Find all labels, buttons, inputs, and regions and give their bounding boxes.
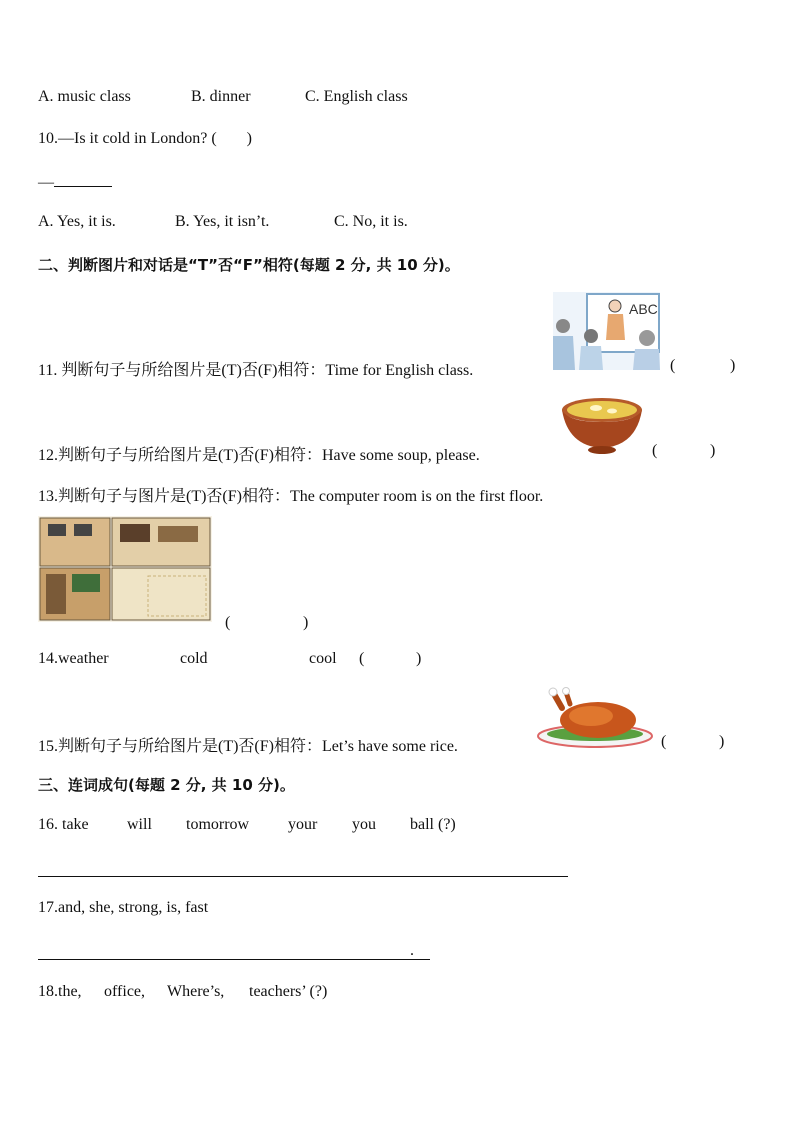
q13-question: 13.判断句子与图片是(T)否(F)相符：The computer room is on the first floor. bbox=[38, 488, 544, 505]
q15-answer-paren[interactable]: ( ) bbox=[661, 733, 725, 750]
q10-option-b: B. Yes, it isn’t. bbox=[175, 213, 270, 230]
q12-question: 12.判断句子与所给图片是(T)否(F)相符：Have some soup, please. bbox=[38, 447, 480, 464]
q10-answer-line bbox=[38, 170, 112, 192]
q16-word-4: your bbox=[288, 816, 318, 833]
q14-paren-close[interactable]: ) bbox=[416, 650, 422, 667]
q18-word-3: Where’s, bbox=[167, 983, 225, 1000]
q10-dash: — bbox=[38, 174, 54, 191]
q10-options bbox=[38, 213, 538, 233]
q14-word-2: cold bbox=[180, 650, 208, 667]
q17-end-mark: . bbox=[410, 942, 414, 959]
q18-words bbox=[38, 983, 398, 1003]
section3-title: 三、连词成句(每题 2 分, 共 10 分)。 bbox=[38, 776, 295, 794]
q14-paren-open[interactable]: ( bbox=[359, 650, 365, 667]
q14-word-1: 14.weather bbox=[38, 650, 109, 667]
q14-word-3: cool bbox=[309, 650, 337, 667]
q16-word-5: you bbox=[352, 816, 376, 833]
soup-bowl-image bbox=[560, 394, 644, 456]
q9-option-a: A. music class bbox=[38, 88, 131, 105]
q11-answer-paren[interactable]: ( ) bbox=[670, 357, 736, 374]
classroom-image bbox=[553, 292, 660, 370]
q10-stem bbox=[38, 130, 252, 148]
roast-turkey-image bbox=[536, 686, 654, 750]
q18-word-2: office, bbox=[104, 983, 146, 1000]
q16-word-3: tomorrow bbox=[186, 816, 250, 833]
q12-answer-paren[interactable]: ( ) bbox=[652, 442, 716, 459]
q9-option-b: B. dinner bbox=[191, 88, 251, 105]
q10-answer-blank[interactable] bbox=[54, 170, 112, 187]
q10-option-a: A. Yes, it is. bbox=[38, 213, 116, 230]
q16-words bbox=[38, 816, 518, 836]
school-building-image bbox=[38, 516, 212, 622]
q13-answer-paren[interactable]: ( ) bbox=[225, 614, 309, 631]
q14-row bbox=[38, 650, 458, 670]
q18-word-1: 18.the, bbox=[38, 983, 82, 1000]
q18-word-4: teachers’ (?) bbox=[249, 983, 328, 1000]
section2-title: 二、判断图片和对话是“T”否“F”相符(每题 2 分, 共 10 分)。 bbox=[38, 256, 460, 274]
q10-option-c: C. No, it is. bbox=[334, 213, 408, 230]
board-text: ABC bbox=[629, 301, 658, 317]
q17-answer-line[interactable] bbox=[38, 959, 430, 960]
q16-word-1: 16. take bbox=[38, 816, 89, 833]
q17-words: 17.and, she, strong, is, fast bbox=[38, 899, 209, 916]
q10-stem-text: 10.—Is it cold in London? ( bbox=[38, 130, 217, 147]
q16-word-6: ball (?) bbox=[410, 816, 456, 833]
q10-paren-close: ) bbox=[246, 130, 252, 147]
q15-question: 15.判断句子与所给图片是(T)否(F)相符：Let’s have some rice. bbox=[38, 738, 458, 755]
q9-option-c: C. English class bbox=[305, 88, 408, 105]
q11-question: 11. 判断句子与所给图片是(T)否(F)相符：Time for English class. bbox=[38, 362, 474, 379]
q16-answer-line[interactable] bbox=[38, 876, 568, 877]
q9-options bbox=[38, 88, 538, 108]
q16-word-2: will bbox=[127, 816, 152, 833]
